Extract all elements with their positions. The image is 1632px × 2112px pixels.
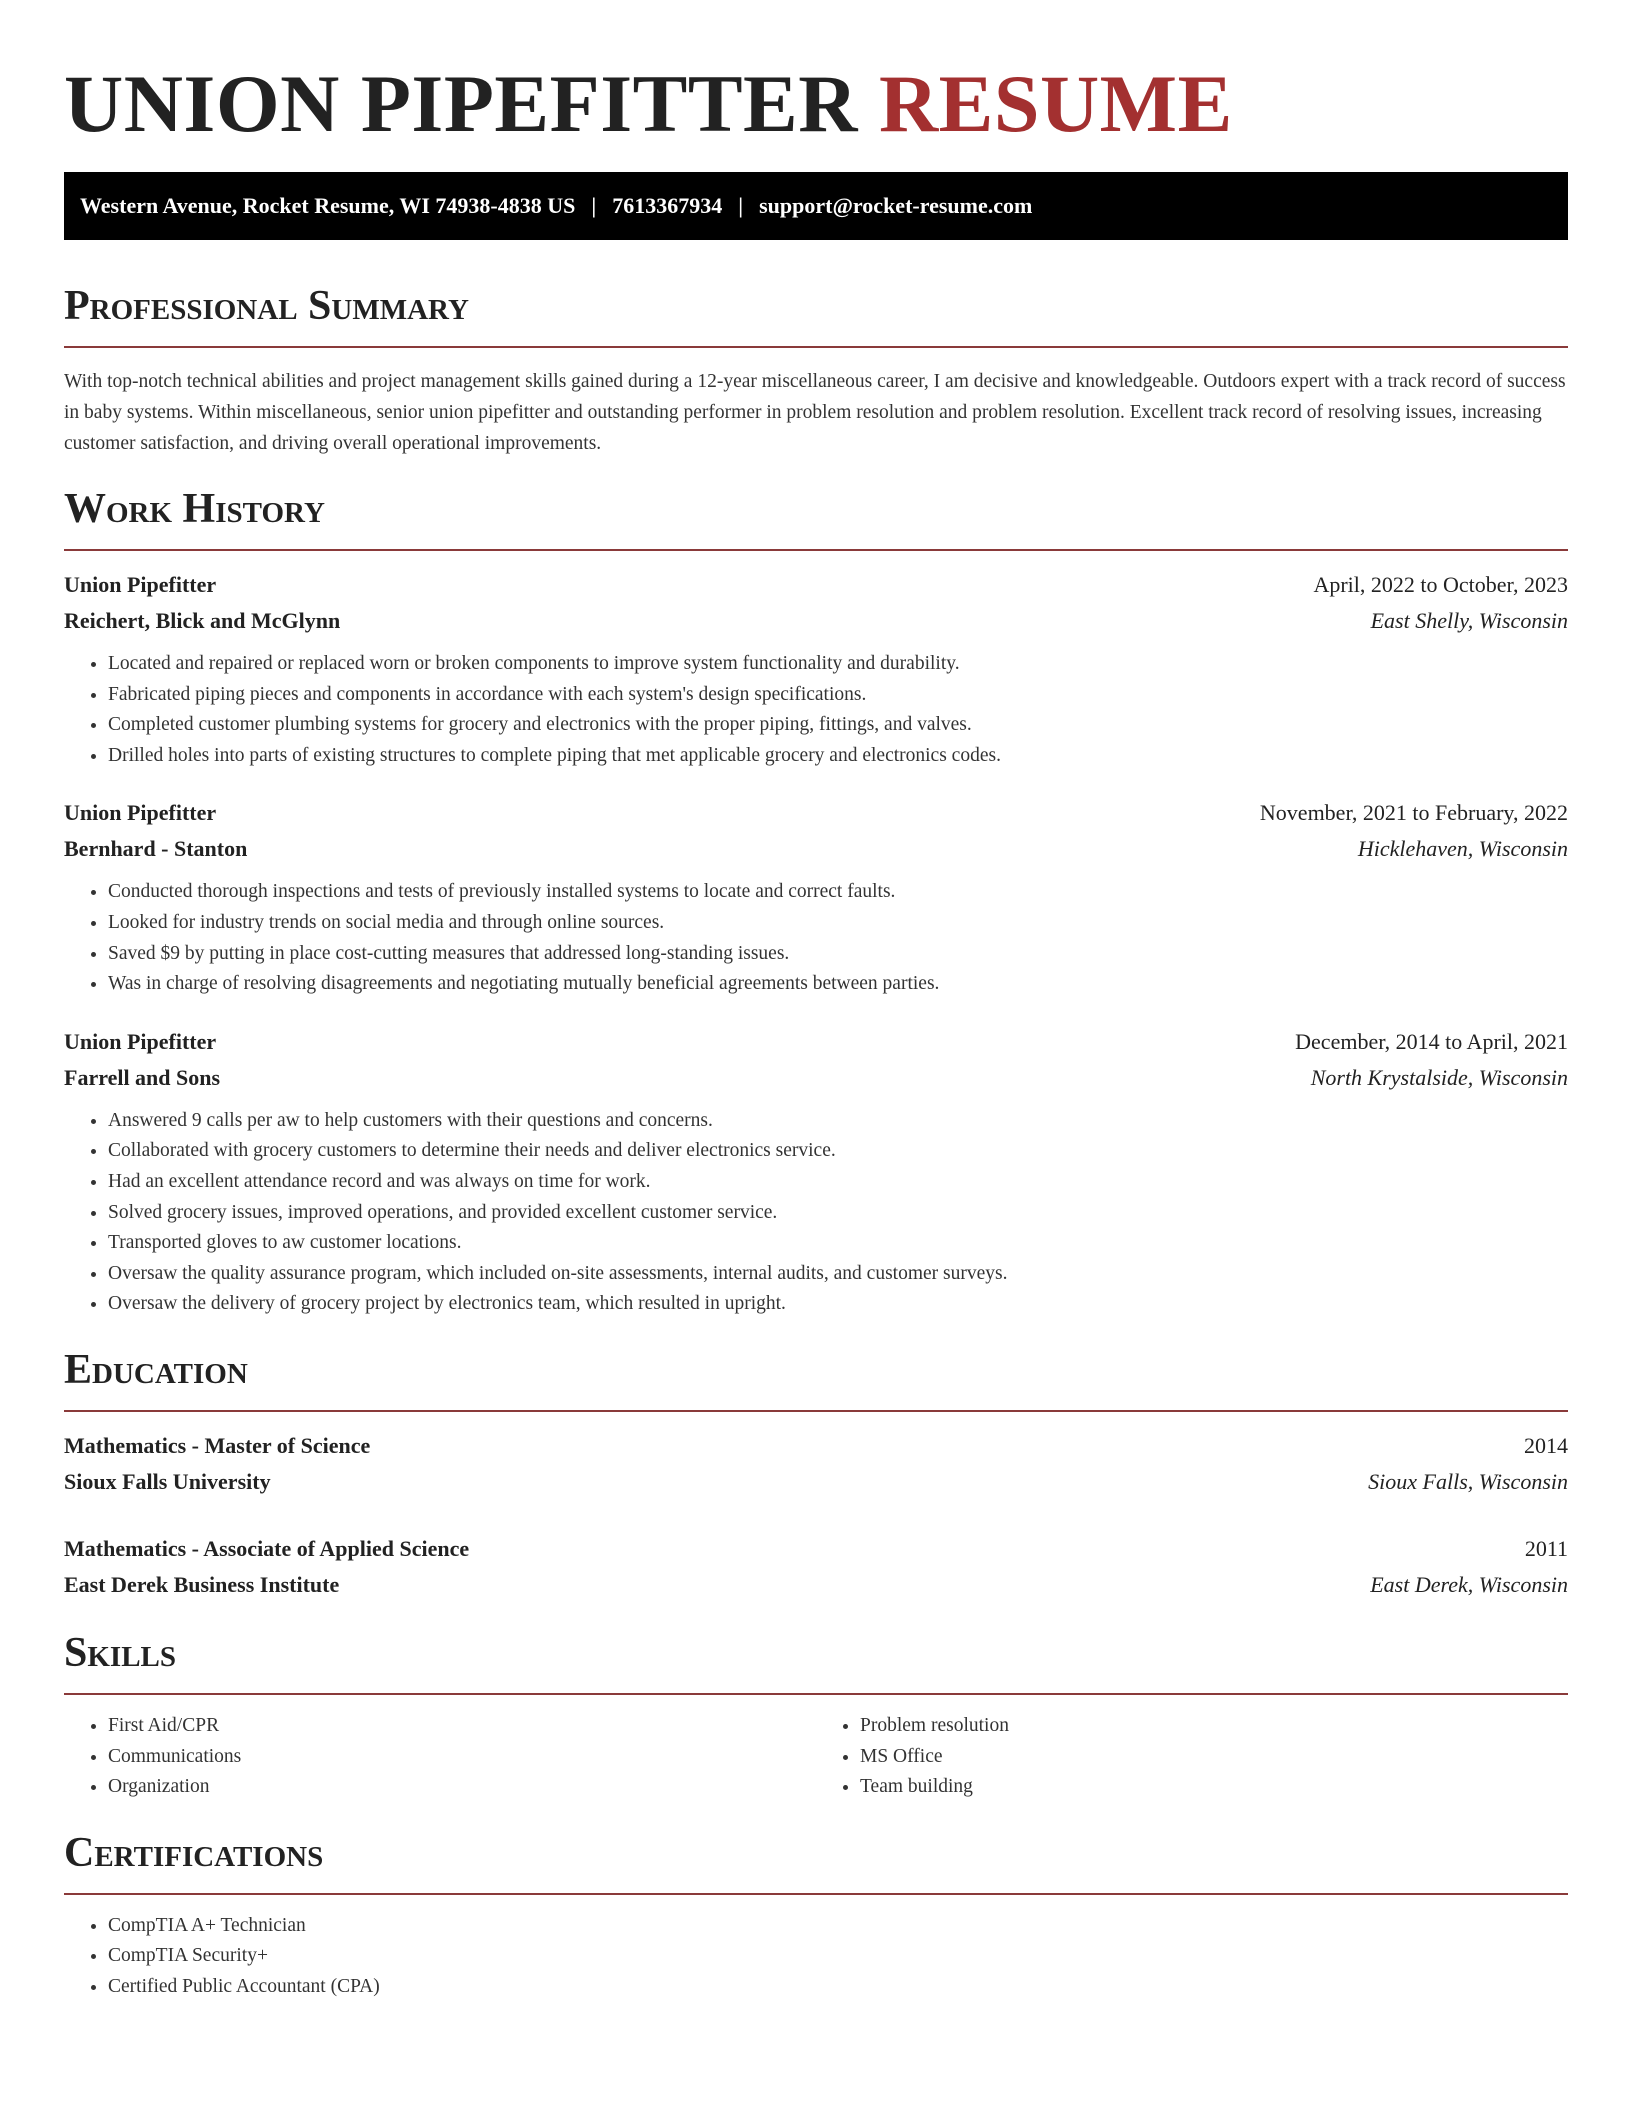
job-dates: April, 2022 to October, 2023 (1313, 572, 1568, 597)
skills-section (64, 1629, 1568, 1803)
list-item: • Oversaw the quality assurance program, which included on-site assessments, internal audits, and customer surveys. (108, 1259, 1568, 1290)
list-item: • MS Office (860, 1742, 1568, 1773)
resume-title (64, 0, 1568, 150)
work-history-heading: Work History (64, 486, 325, 532)
education-location: East Derek, Wisconsin (1370, 1571, 1568, 1597)
list-item: • Team building (860, 1772, 1568, 1803)
list-item: • Organization (108, 1772, 816, 1803)
job-location: East Shelly, Wisconsin (1370, 608, 1568, 633)
skills-grid (64, 1711, 1568, 1803)
list-item: • Communications (108, 1742, 816, 1773)
skills-heading: Skills (64, 1629, 177, 1676)
certifications-section (64, 1829, 1568, 2003)
list-item: • Drilled holes into parts of existing structures to complete piping that met applicable grocery and electronics codes. (108, 741, 1568, 772)
job-company-row (64, 831, 1568, 867)
education-section (64, 1346, 1568, 1603)
education-school: East Derek Business Institute (64, 1571, 340, 1597)
contact-phone: 7613367934 (612, 193, 723, 218)
job-header-row (64, 795, 1568, 831)
list-item: • Collaborated with grocery customers to determine their needs and deliver electronics service. (108, 1136, 1568, 1167)
list-item: • Was in charge of resolving disagreements and negotiating mutually beneficial agreements between parties. (108, 969, 1568, 1000)
contact-address: Western Avenue, Rocket Resume, WI 74938-4838 US (80, 193, 576, 218)
education-heading: Education (64, 1346, 248, 1393)
job-header-row (64, 567, 1568, 603)
contact-separator: | (738, 193, 744, 218)
list-item: • CompTIA A+ Technician (108, 1911, 1568, 1942)
job-company-row (64, 603, 1568, 639)
section-divider (64, 1410, 1568, 1412)
job-entry (64, 1024, 1568, 1320)
list-item: • First Aid/CPR (108, 1711, 816, 1742)
contact-email: support@rocket-resume.com (759, 193, 1033, 218)
education-school-row (64, 1464, 1568, 1500)
list-item: • Located and repaired or replaced worn or broken components to improve system functionality and durability. (108, 649, 1568, 680)
job-bullets (64, 877, 1568, 999)
skills-list-left (64, 1711, 816, 1803)
education-school-row (64, 1567, 1568, 1603)
education-location: Sioux Falls, Wisconsin (1368, 1468, 1568, 1494)
list-item: • Transported gloves to aw customer locations. (108, 1228, 1568, 1259)
list-item: • Had an excellent attendance record and was always on time for work. (108, 1167, 1568, 1198)
list-item: • Solved grocery issues, improved operations, and provided excellent customer service. (108, 1198, 1568, 1229)
work-history-section (64, 485, 1568, 1320)
list-item: • Oversaw the delivery of grocery project by electronics team, which resulted in upright. (108, 1289, 1568, 1320)
list-item: • Fabricated piping pieces and components in accordance with each system's design specifications. (108, 680, 1568, 711)
education-degree-row (64, 1531, 1568, 1567)
list-item: • Saved $9 by putting in place cost-cutting measures that addressed long-standing issues. (108, 939, 1568, 970)
contact-separator: | (591, 193, 597, 218)
certifications-heading: Certifications (64, 1829, 324, 1876)
job-company: Bernhard - Stanton (64, 836, 248, 862)
section-divider (64, 1693, 1568, 1695)
job-entry (64, 567, 1568, 771)
education-entry (64, 1531, 1568, 1603)
title-accent: RESUME (878, 58, 1233, 149)
job-dates: December, 2014 to April, 2021 (1295, 1028, 1568, 1054)
job-title: Union Pipefitter (64, 572, 217, 597)
summary-section (64, 282, 1568, 459)
education-entry (64, 1428, 1568, 1500)
job-title: Union Pipefitter (64, 800, 217, 826)
summary-heading: Professional Summary (64, 283, 469, 329)
job-dates: November, 2021 to February, 2022 (1259, 800, 1568, 826)
education-year: 2014 (1524, 1432, 1568, 1458)
job-location: North Krystalside, Wisconsin (1310, 1064, 1568, 1090)
job-bullets (64, 1106, 1568, 1320)
job-entry (64, 795, 1568, 999)
job-header-row (64, 1024, 1568, 1060)
job-company: Farrell and Sons (64, 1064, 221, 1090)
job-location: Hicklehaven, Wisconsin (1357, 836, 1568, 862)
list-item: • Problem resolution (860, 1711, 1568, 1742)
job-bullets (64, 649, 1568, 771)
education-school: Sioux Falls University (64, 1468, 271, 1494)
education-degree: Mathematics - Master of Science (64, 1432, 371, 1458)
list-item: • Answered 9 calls per aw to help customers with their questions and concerns. (108, 1106, 1568, 1137)
skills-list-right (816, 1711, 1568, 1803)
certifications-list (64, 1911, 1568, 2003)
title-main: UNION PIPEFITTER (64, 58, 858, 149)
list-item: • Completed customer plumbing systems for grocery and electronics with the proper piping, fittings, and valves. (108, 710, 1568, 741)
section-divider (64, 1893, 1568, 1895)
job-title: Union Pipefitter (64, 1028, 217, 1054)
list-item: • Conducted thorough inspections and tests of previously installed systems to locate and correct faults. (108, 877, 1568, 908)
contact-bar (64, 172, 1568, 240)
section-divider (64, 549, 1568, 551)
section-divider (64, 346, 1568, 348)
job-company-row (64, 1060, 1568, 1096)
list-item: • CompTIA Security+ (108, 1941, 1568, 1972)
job-company: Reichert, Blick and McGlynn (64, 608, 341, 633)
summary-text: With top-notch technical abilities and project management skills gained during a 12-year miscellaneous career, I am decisive and knowledgeable. Outdoors expert with a track record of success in baby systems. Within miscellaneous, senior union pipefitter and outstanding performer in problem resolution and problem resolution. Excellent track record of resolving issues, increasing customer satisfaction, and driving overall operational improvements. (64, 371, 1566, 454)
education-degree: Mathematics - Associate of Applied Science (64, 1535, 470, 1561)
list-item: • Certified Public Accountant (CPA) (108, 1972, 1568, 2003)
education-degree-row (64, 1428, 1568, 1464)
education-year: 2011 (1524, 1535, 1568, 1561)
list-item: • Looked for industry trends on social media and through online sources. (108, 908, 1568, 939)
